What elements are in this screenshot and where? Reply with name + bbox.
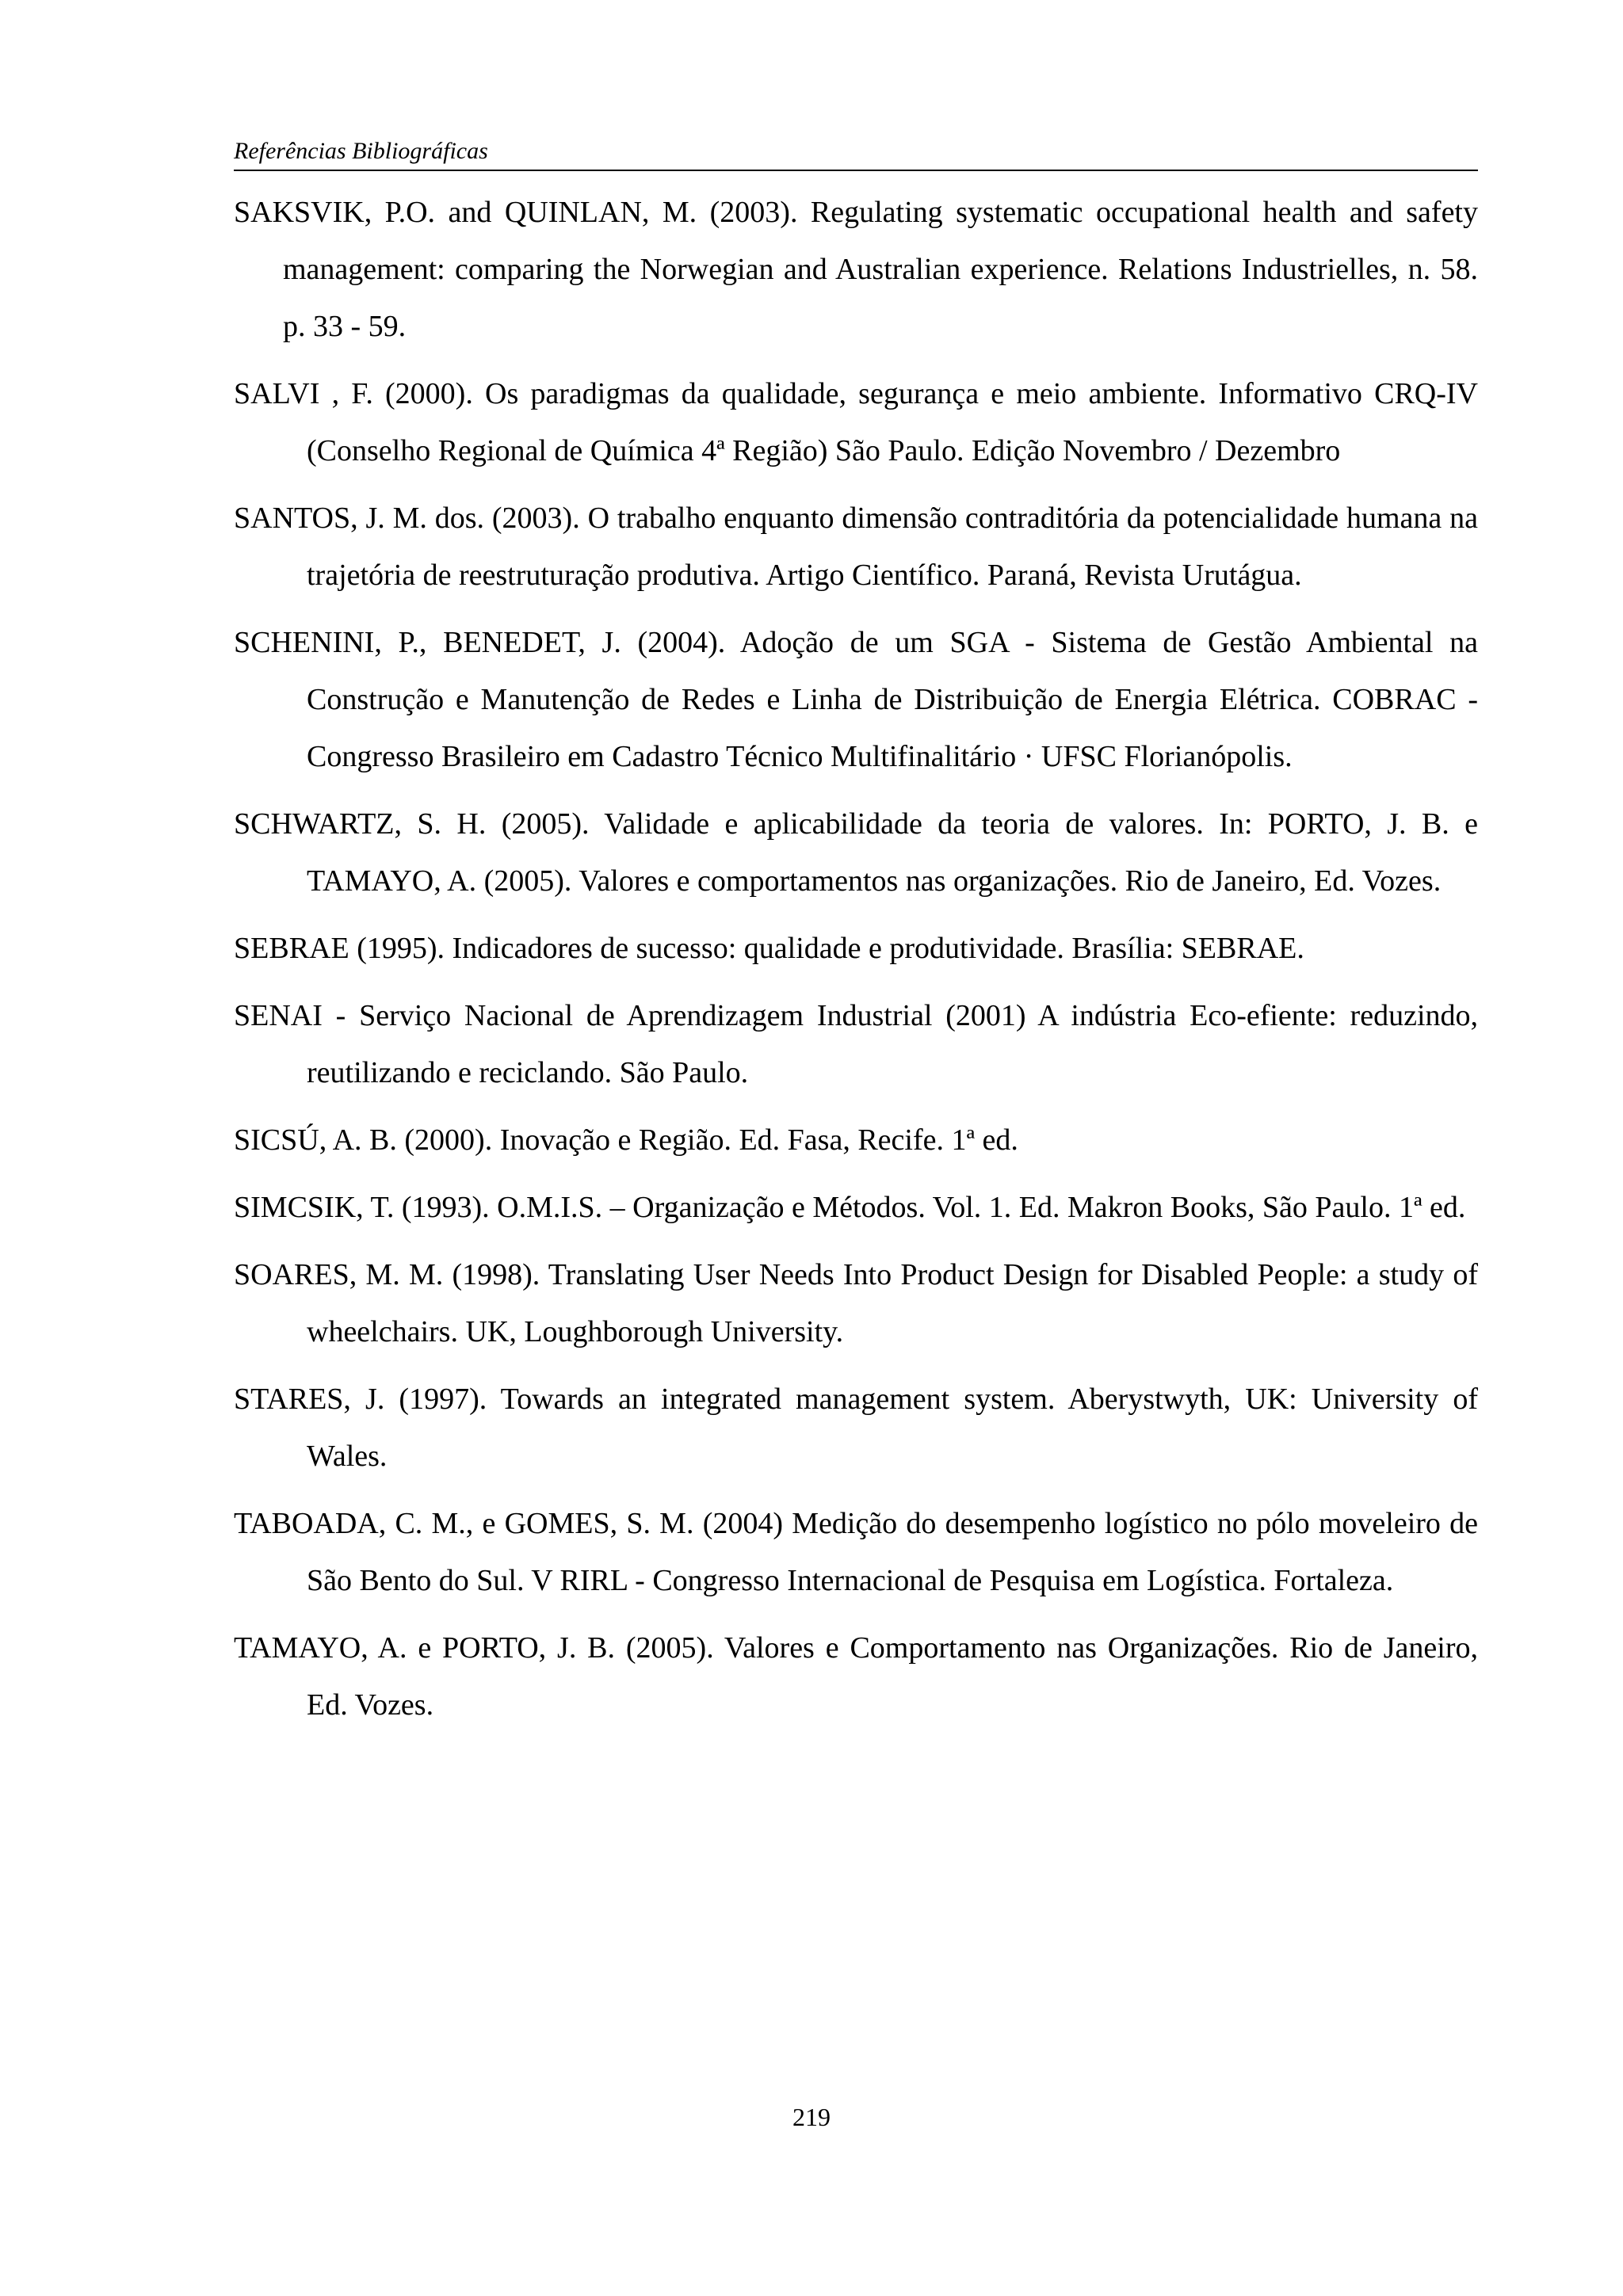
reference-entry: SCHWARTZ, S. H. (2005). Validade e aplicabilidade da teoria de valores. In: PORTO, J. B. e TAMAYO, A. (2005). Valores e comportamentos nas organizações. Rio de Janeiro, Ed. Vozes.: [234, 807, 1478, 898]
reference-entry: SIMCSIK, T. (1993). O.M.I.S. – Organização e Métodos. Vol. 1. Ed. Makron Books, São Paulo. 1ª ed.: [234, 1191, 1466, 1224]
reference-entry: SOARES, M. M. (1998). Translating User Needs Into Product Design for Disabled People: a study of wheelchairs. UK, Loughborough University.: [234, 1258, 1478, 1348]
reference-entry: SCHENINI, P., BENEDET, J. (2004). Adoção de um SGA - Sistema de Gestão Ambiental na Construção e Manutenção de Redes e Linha de Distribuição de Energia Elétrica. COBRAC - Congresso Brasileiro em Cadastro Técnico Multifinalitário · UFSC Florianópolis.: [234, 626, 1478, 773]
reference-entry: STARES, J. (1997). Towards an integrated management system. Aberystwyth, UK: University of Wales.: [234, 1383, 1478, 1473]
page-number: 219: [792, 2103, 831, 2131]
reference-entry: SEBRAE (1995). Indicadores de sucesso: qualidade e produtividade. Brasília: SEBRAE.: [234, 932, 1304, 965]
reference-entry: SENAI - Serviço Nacional de Aprendizagem Industrial (2001) A indústria Eco-efiente: reduzindo, reutilizando e reciclando. São Paulo.: [234, 999, 1478, 1089]
reference-entry: SANTOS, J. M. dos. (2003). O trabalho enquanto dimensão contraditória da potencialidade humana na trajetória de reestruturação produtiva. Artigo Científico. Paraná, Revista Urutágua.: [234, 502, 1478, 592]
reference-entry: SICSÚ, A. B. (2000). Inovação e Região. Ed. Fasa, Recife. 1ª ed.: [234, 1123, 1018, 1157]
reference-list: [234, 184, 1478, 1744]
reference-entry: SALVI , F. (2000). Os paradigmas da qualidade, segurança e meio ambiente. Informativo CRQ-IV (Conselho Regional de Química 4ª Região) São Paulo. Edição Novembro / Dezembro: [234, 377, 1478, 467]
running-header: Referências Bibliográficas: [234, 133, 1478, 171]
reference-entry: TABOADA, C. M., e GOMES, S. M. (2004) Medição do desempenho logístico no pólo moveleiro de São Bento do Sul. V RIRL - Congresso Internacional de Pesquisa em Logística. Fortaleza.: [234, 1507, 1478, 1597]
reference-entry: SAKSVIK, P.O. and QUINLAN, M. (2003). Regulating systematic occupational health and safety management: comparing the Norwegian and Australian experience. Relations Industrielles, n. 58. p. 33 - 59.: [234, 196, 1478, 343]
reference-entry: TAMAYO, A. e PORTO, J. B. (2005). Valores e Comportamento nas Organizações. Rio de Janeiro, Ed. Vozes.: [234, 1631, 1478, 1722]
